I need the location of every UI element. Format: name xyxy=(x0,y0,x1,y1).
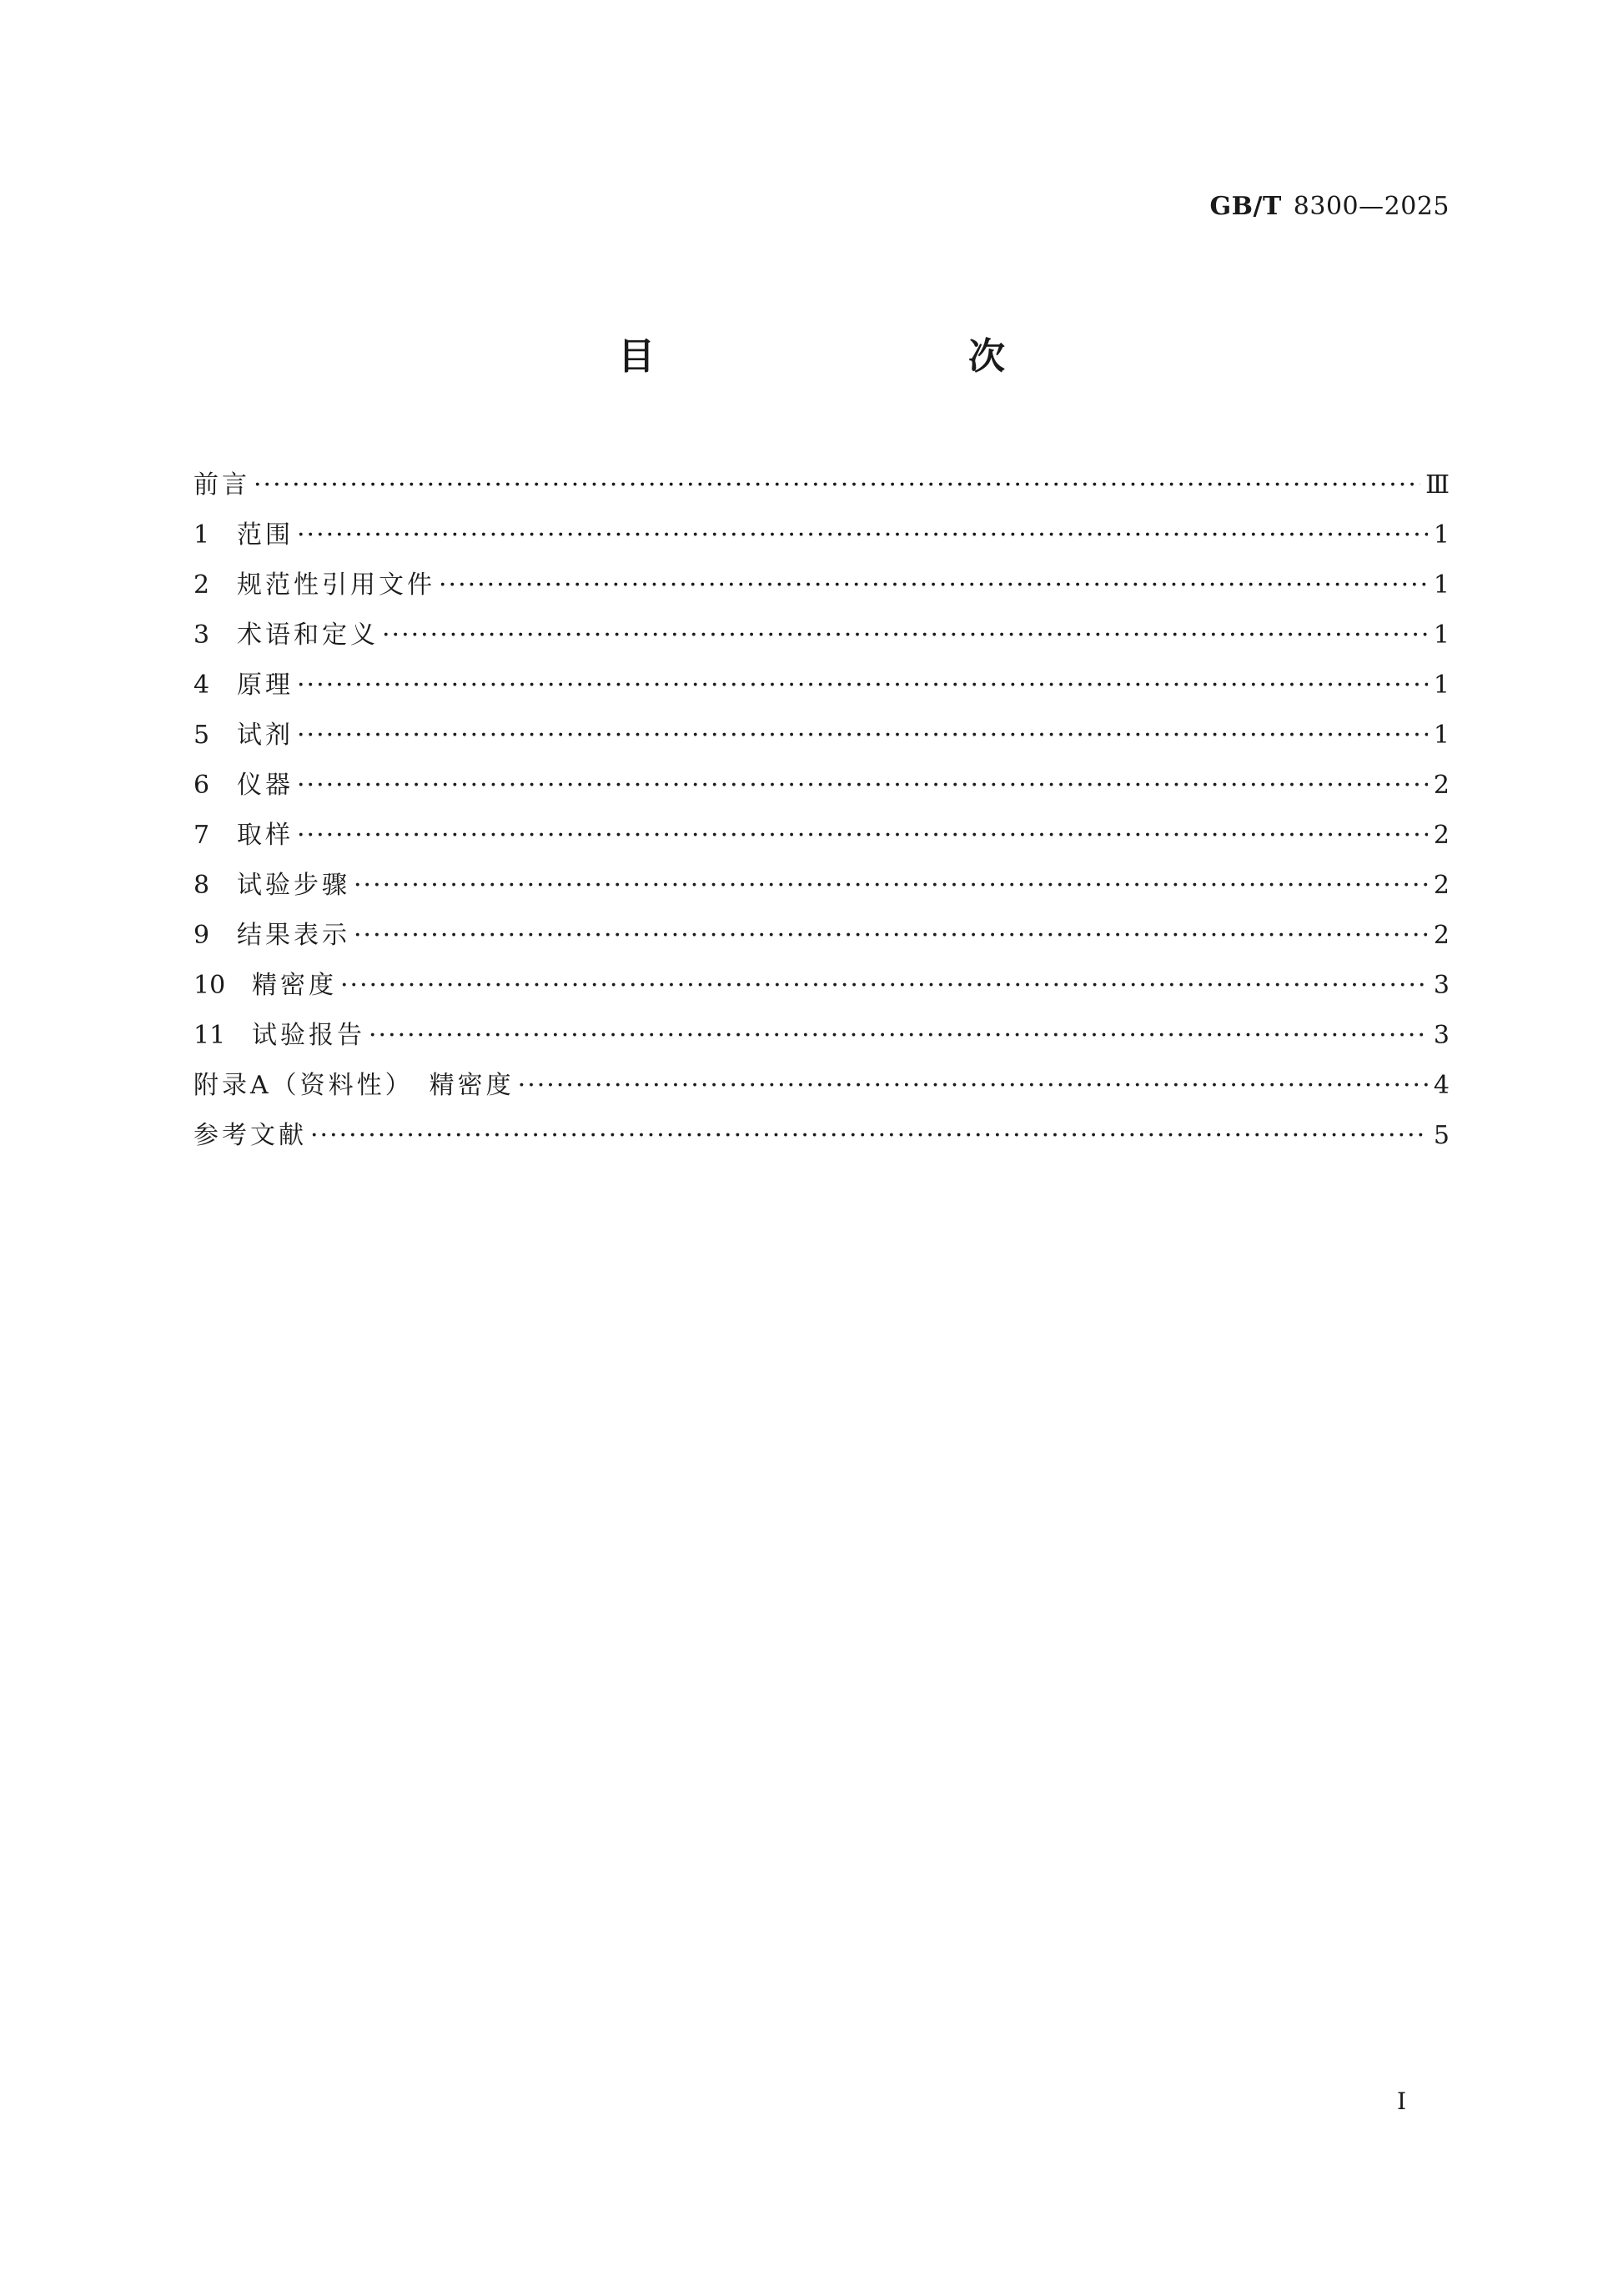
toc-leader-dots xyxy=(297,711,1428,761)
toc-entry-page: 2 xyxy=(1433,771,1450,800)
toc-entry-label: 附录A（资料性） 精密度 xyxy=(193,1071,515,1100)
toc-leader-dots xyxy=(297,510,1428,560)
toc-leader-dots xyxy=(518,1061,1428,1111)
toc-entry-reagents[interactable] xyxy=(193,711,1450,761)
toc-entry-page: 1 xyxy=(1433,671,1450,700)
toc-entry-normative-references[interactable] xyxy=(193,560,1450,610)
toc-entry-page: 2 xyxy=(1433,821,1450,850)
toc-leader-dots xyxy=(297,761,1428,811)
toc-leader-dots xyxy=(369,1011,1428,1061)
toc-entry-test-procedure[interactable] xyxy=(193,861,1450,911)
toc-leader-dots xyxy=(297,811,1428,861)
toc-entry-label: 范围 xyxy=(237,520,294,550)
toc-entry-label: 术语和定义 xyxy=(237,620,379,650)
toc-entry-number: 9 xyxy=(193,921,210,950)
toc-entry-sampling[interactable] xyxy=(193,811,1450,861)
toc-entry-number: 6 xyxy=(193,771,210,800)
toc-entry-page: 3 xyxy=(1433,1021,1450,1050)
toc-entry-bibliography[interactable] xyxy=(193,1111,1450,1161)
page-title: 目 次 xyxy=(618,335,1085,378)
toc-entry-terms-definitions[interactable] xyxy=(193,610,1450,661)
toc-entry-label: 试剂 xyxy=(237,721,294,750)
toc-entry-number: 8 xyxy=(193,871,210,900)
page-number: Ⅰ xyxy=(1396,2088,1406,2115)
toc-entry-annex-a[interactable] xyxy=(193,1061,1450,1111)
toc-entry-page: 2 xyxy=(1433,921,1450,950)
toc-entry-label: 规范性引用文件 xyxy=(237,570,435,600)
toc-entry-number: 3 xyxy=(193,620,210,650)
toc-entry-precision[interactable] xyxy=(193,961,1450,1011)
toc-entry-number: 5 xyxy=(193,721,210,750)
toc-leader-dots xyxy=(254,460,1420,510)
toc-entry-label: 试验步骤 xyxy=(237,871,350,900)
toc-entry-label: 仪器 xyxy=(237,771,294,800)
toc-entry-label: 取样 xyxy=(237,821,294,850)
toc-entry-page: 1 xyxy=(1433,520,1450,550)
toc-entry-number: 4 xyxy=(193,671,210,700)
standard-prefix: GB/T xyxy=(1209,192,1282,221)
toc-leader-dots xyxy=(297,661,1428,711)
toc-leader-dots xyxy=(310,1111,1428,1161)
toc-entry-number: 1 xyxy=(193,520,210,550)
toc-entry-page: 1 xyxy=(1433,620,1450,650)
toc-entry-page: 1 xyxy=(1433,721,1450,750)
toc-leader-dots xyxy=(382,610,1428,661)
toc-entry-label: 原理 xyxy=(237,671,294,700)
toc-entry-page: 4 xyxy=(1433,1071,1450,1100)
toc-leader-dots xyxy=(340,961,1428,1011)
toc-entry-apparatus[interactable] xyxy=(193,761,1450,811)
standard-number: 8300—2025 xyxy=(1293,192,1450,221)
toc-entry-number: 7 xyxy=(193,821,210,850)
toc-entry-number: 11 xyxy=(193,1021,226,1050)
toc-entry-label: 精密度 xyxy=(252,971,337,1000)
toc-leader-dots xyxy=(354,861,1428,911)
toc-entry-page: 3 xyxy=(1433,971,1450,1000)
toc-leader-dots xyxy=(354,911,1428,961)
toc-entry-test-report[interactable] xyxy=(193,1011,1450,1061)
toc-entry-label: 参考文献 xyxy=(193,1121,307,1150)
toc-entry-number: 10 xyxy=(193,971,226,1000)
toc-entry-page: 1 xyxy=(1433,570,1450,600)
table-of-contents xyxy=(193,460,1450,1161)
toc-entry-principle[interactable] xyxy=(193,661,1450,711)
toc-entry-preface[interactable] xyxy=(193,460,1450,510)
toc-entry-expression-of-results[interactable] xyxy=(193,911,1450,961)
toc-entry-page: 5 xyxy=(1433,1121,1450,1150)
toc-entry-scope[interactable] xyxy=(193,510,1450,560)
standard-code xyxy=(1210,190,1450,224)
toc-entry-label: 结果表示 xyxy=(237,921,350,950)
toc-entry-number: 2 xyxy=(193,570,210,600)
toc-entry-label: 前言 xyxy=(193,470,250,500)
toc-entry-page: 2 xyxy=(1433,871,1450,900)
toc-entry-page: Ⅲ xyxy=(1425,470,1450,500)
toc-leader-dots xyxy=(439,560,1428,610)
toc-entry-label: 试验报告 xyxy=(252,1021,365,1050)
